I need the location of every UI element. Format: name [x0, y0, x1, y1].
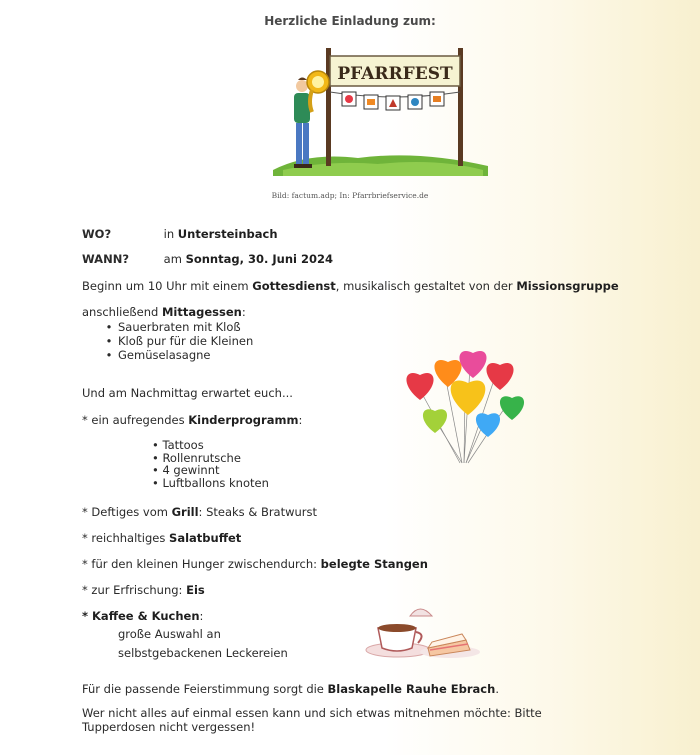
- list-item: • Gemüselasagne: [105, 348, 211, 362]
- grill-text-1: * Deftiges vom: [82, 505, 172, 519]
- invitation-heading: Herzliche Einladung zum:: [264, 14, 436, 28]
- when-prefix: am: [163, 252, 182, 266]
- list-item: • Luftballons knoten: [152, 475, 269, 490]
- afternoon-line: Und am Nachmittag erwartet euch...: [82, 386, 293, 400]
- service-text-2: , musikalisch gestaltet von der: [335, 279, 517, 293]
- list-item: • Tattoos: [152, 438, 204, 452]
- salad-line: [82, 531, 241, 545]
- music-text-1: Für die passende Feierstimmung sorgt die: [82, 682, 328, 696]
- coffee-line-1: große Auswahl an: [118, 627, 221, 641]
- list-item: • Kloß pur für die Kleinen: [105, 334, 254, 348]
- grill-text-2: : Steaks & Bratwurst: [198, 505, 318, 519]
- snack-text: * für den kleinen Hunger zwischendurch:: [82, 557, 321, 571]
- coffee-heading: [82, 609, 203, 623]
- snack-line: [82, 557, 428, 571]
- ice-line: [82, 583, 205, 597]
- ice-text: * zur Erfrischung:: [82, 583, 187, 597]
- salad-bold: Salatbuffet: [169, 531, 242, 545]
- heart-balloons: [406, 351, 524, 437]
- coffee-cake-illustration: [358, 598, 483, 663]
- service-text-1: Beginn um 10 Uhr mit einem: [82, 279, 253, 293]
- kids-heading: [82, 413, 302, 427]
- coffee-line-2: selbstgebackenen Leckereien: [118, 646, 288, 660]
- service-line: [82, 279, 619, 293]
- musician-figure: [294, 71, 329, 168]
- ice-bold: Eis: [186, 583, 205, 597]
- note-line-1: Wer nicht alles auf einmal essen kann und sich etwas mitnehmen möchte: Bitte: [82, 706, 542, 720]
- where-label: WO?: [82, 227, 112, 241]
- list-item: • Rollenrutsche: [152, 450, 241, 465]
- coffee-colon: :: [199, 609, 204, 623]
- where-row: [82, 227, 278, 241]
- lunch-list: [100, 320, 253, 362]
- kids-text: * ein aufregendes: [82, 413, 189, 427]
- coffee-bold: * Kaffee & Kuchen: [82, 609, 200, 623]
- where-prefix: in: [163, 227, 175, 241]
- lunch-heading: [82, 305, 246, 319]
- note-line-2: Tupperdosen nicht vergessen!: [82, 720, 256, 734]
- note-block: [82, 706, 542, 734]
- kids-colon: :: [298, 413, 303, 427]
- music-text-2: .: [495, 682, 499, 696]
- teapot: [410, 609, 432, 616]
- when-row: [82, 252, 333, 266]
- list-item: • Sauerbraten mit Kloß: [105, 320, 241, 334]
- where-place: Untersteinbach: [177, 227, 278, 241]
- kids-list: [152, 439, 269, 489]
- music-line: [82, 682, 499, 696]
- when-label: WANN?: [82, 252, 129, 266]
- grill-bold: Grill: [171, 505, 199, 519]
- when-date: Sonntag, 30. Juni 2024: [185, 252, 333, 266]
- kids-bold: Kinderprogramm: [188, 413, 299, 427]
- balloons-illustration: [390, 345, 540, 470]
- service-bold-1: Gottesdienst: [252, 279, 336, 293]
- music-bold: Blaskapelle Rauhe Ebrach: [327, 682, 496, 696]
- list-item: • 4 gewinnt: [152, 463, 220, 477]
- snack-bold: belegte Stangen: [320, 557, 428, 571]
- lunch-colon: :: [241, 305, 246, 319]
- banner-text: PFARRFEST: [337, 64, 453, 84]
- grill-line: [82, 505, 317, 519]
- pfarrfest-illustration: [268, 40, 493, 180]
- service-bold-2: Missionsgruppe: [516, 279, 619, 293]
- image-caption: Bild: factum.adp; In: Pfarrbriefservice.de: [271, 191, 429, 200]
- lunch-text: anschließend: [82, 305, 162, 319]
- salad-text: * reichhaltiges: [82, 531, 170, 545]
- lunch-bold: Mittagessen: [161, 305, 242, 319]
